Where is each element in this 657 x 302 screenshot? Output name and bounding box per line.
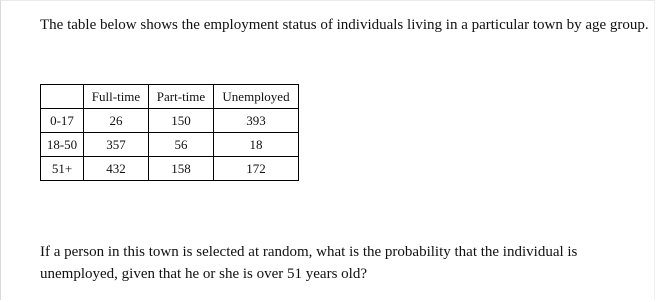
cell-part-time: 158 (149, 157, 214, 181)
table-row (41, 109, 299, 133)
cell-full-time: 357 (84, 133, 149, 157)
intro-paragraph: The table below shows the employment status of individuals living in a particular town by age group. (40, 17, 649, 33)
cell-unemployed: 393 (214, 109, 299, 133)
cell-full-time: 26 (84, 109, 149, 133)
question-paragraph: If a person in this town is selected at random, what is the probability that the individual is unemployed, given that he or she is over 51 years old? (40, 244, 578, 282)
table-header-row (41, 85, 299, 109)
row-label: 51+ (41, 157, 84, 181)
cell-unemployed: 18 (214, 133, 299, 157)
table-row (41, 157, 299, 181)
row-label: 18-50 (41, 133, 84, 157)
row-label: 0-17 (41, 109, 84, 133)
cell-part-time: 56 (149, 133, 214, 157)
header-part-time: Part-time (149, 85, 214, 109)
header-full-time: Full-time (84, 85, 149, 109)
table-corner-cell (41, 85, 84, 109)
cell-part-time: 150 (149, 109, 214, 133)
employment-table (40, 84, 299, 181)
cell-full-time: 432 (84, 157, 149, 181)
table-row (41, 133, 299, 157)
header-unemployed: Unemployed (214, 85, 299, 109)
cell-unemployed: 172 (214, 157, 299, 181)
